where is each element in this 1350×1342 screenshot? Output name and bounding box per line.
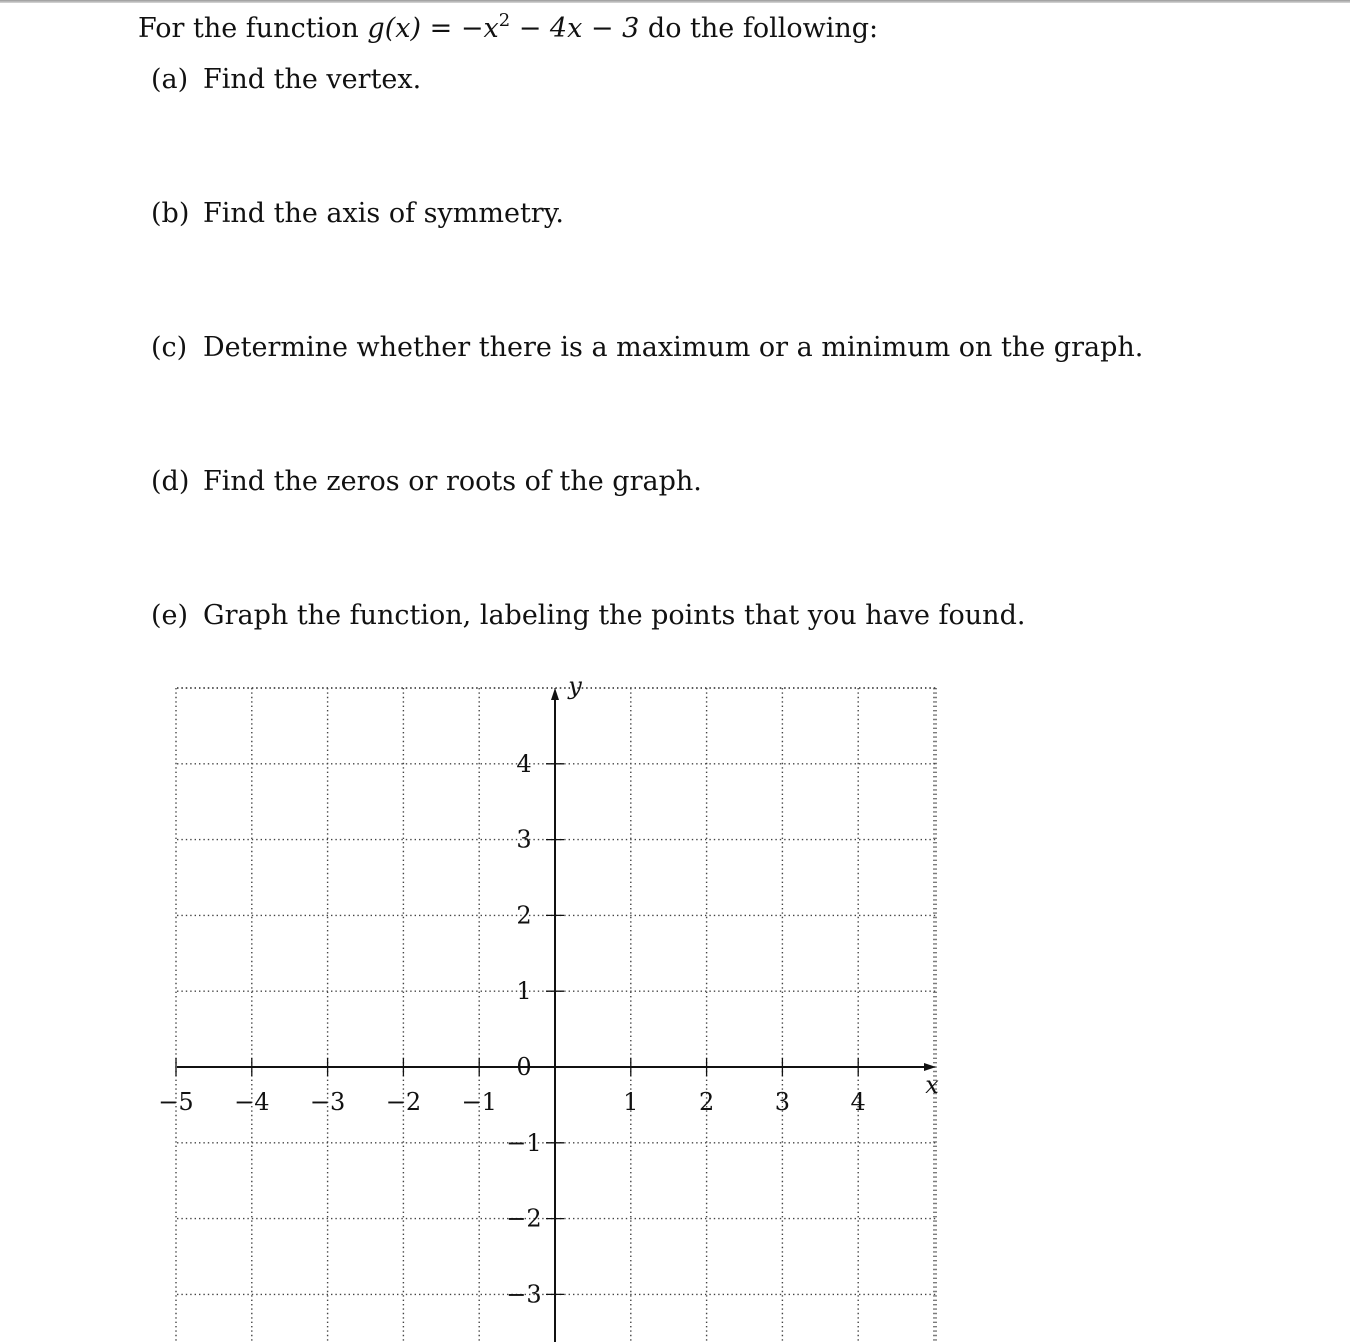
question-label: (d) — [151, 466, 190, 497]
x-tick-label: 3 — [774, 1088, 791, 1116]
equals-sign: = — [429, 13, 453, 44]
y-tick-label: 1 — [516, 977, 532, 1006]
y-tick-label: 3 — [516, 825, 532, 854]
y-tick-label: 4 — [516, 749, 532, 778]
x-tick-label: 4 — [850, 1088, 866, 1116]
x-tick-label: −5 — [158, 1088, 194, 1116]
y-tick-label: 0 — [516, 1053, 532, 1081]
question-text: Find the vertex. — [203, 64, 422, 95]
x-tick-label: −4 — [234, 1088, 270, 1116]
rhs-exponent: 2 — [498, 10, 511, 31]
intro-suffix: do the following: — [647, 13, 879, 44]
question-label: (b) — [151, 198, 190, 229]
question-text: Find the axis of symmetry. — [203, 198, 564, 229]
x-axis-label: x — [925, 1071, 939, 1099]
y-tick-label: −3 — [506, 1280, 542, 1309]
y-tick-label: 2 — [516, 901, 532, 930]
x-tick-label: −2 — [385, 1088, 422, 1116]
y-tick-label: −2 — [506, 1204, 542, 1233]
x-tick-label: −3 — [309, 1088, 346, 1116]
rhs-lead: −x — [460, 13, 499, 44]
question-label: (e) — [151, 600, 189, 631]
x-tick-label: 1 — [623, 1088, 639, 1116]
question-label: (a) — [151, 64, 189, 95]
y-axis-label: y — [568, 672, 582, 700]
function-argument: (x) — [384, 13, 422, 44]
question-label: (c) — [151, 332, 188, 363]
function-name: g — [367, 13, 385, 44]
x-tick-label: 2 — [698, 1088, 715, 1116]
rhs-rest: − 4x − 3 — [510, 13, 640, 44]
intro-prefix: For the function — [138, 13, 359, 44]
x-tick-label: −1 — [461, 1088, 497, 1116]
question-text: Graph the function, labeling the points that you have found. — [203, 600, 1026, 631]
question-text: Find the zeros or roots of the graph. — [203, 466, 702, 497]
y-axis-arrow — [551, 688, 559, 700]
y-tick-label: −1 — [506, 1128, 542, 1157]
x-axis-arrow — [924, 1063, 936, 1071]
question-text: Determine whether there is a maximum or a minimum on the graph. — [203, 332, 1144, 363]
